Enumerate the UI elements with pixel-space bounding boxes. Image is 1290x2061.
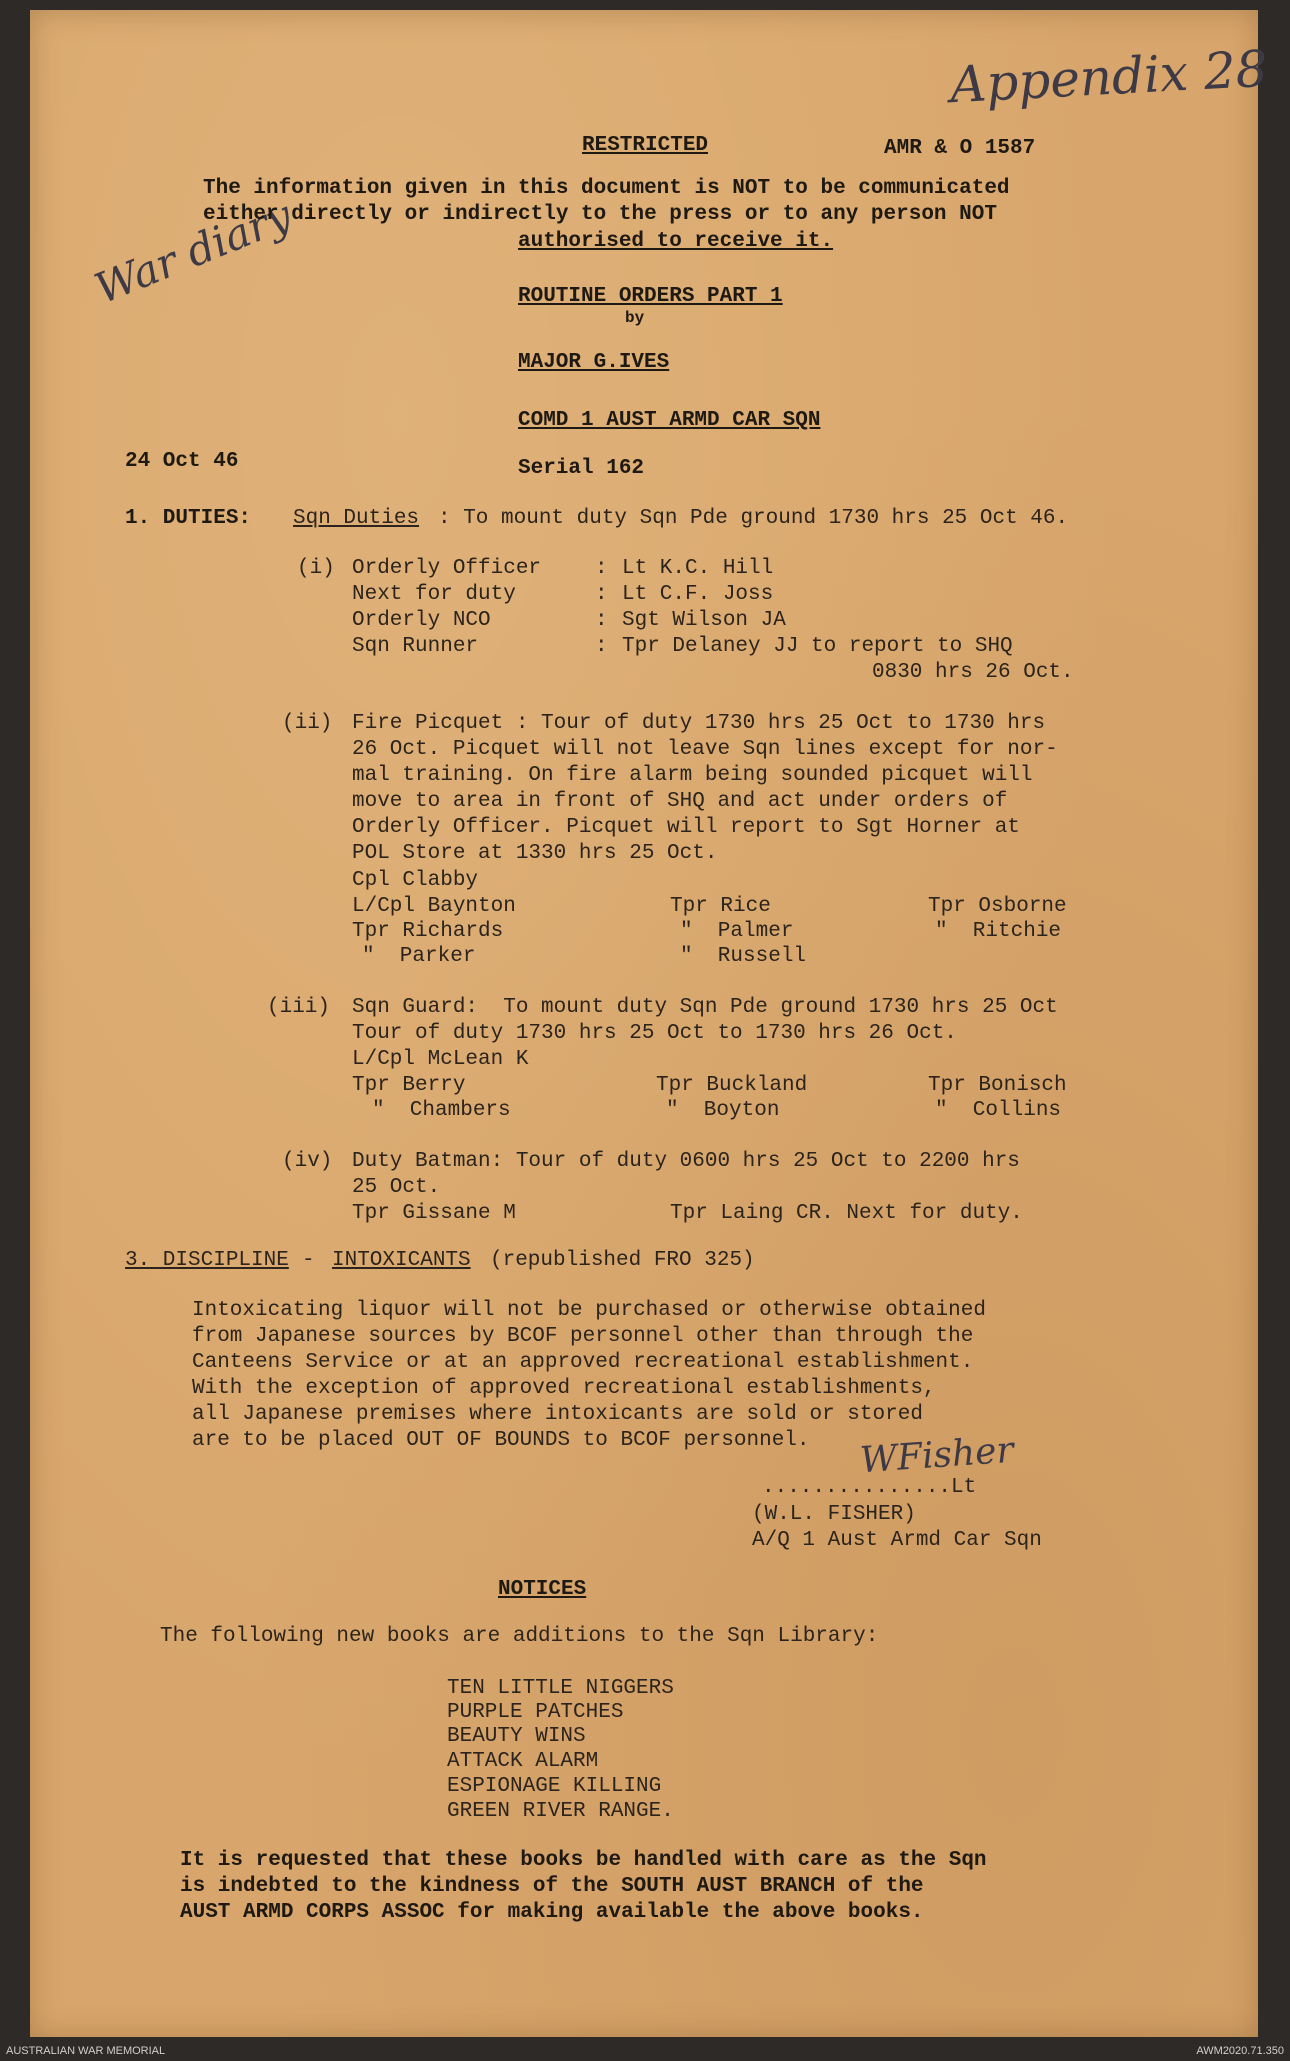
guard-member: L/Cpl McLean K bbox=[352, 1048, 529, 1071]
picquet-member: Cpl Clabby bbox=[352, 869, 479, 892]
notices-closing-line: It is requested that these books be handled with care as the Sqn bbox=[180, 1849, 987, 1872]
discipline-note: (republished FRO 325) bbox=[490, 1249, 755, 1272]
section-i-number: (i) bbox=[297, 557, 335, 580]
discipline-line: are to be placed OUT OF BOUNDS to BCOF personnel. bbox=[192, 1429, 810, 1452]
duty-colon: : bbox=[595, 609, 608, 632]
warning-line-3: authorised to receive it. bbox=[518, 230, 834, 253]
notices-closing-line: AUST ARMD CORPS ASSOC for making available the above books. bbox=[180, 1901, 924, 1924]
picquet-member: Tpr Osborne bbox=[928, 895, 1067, 918]
by-label: by bbox=[625, 309, 645, 327]
guard-member: Tpr Berry bbox=[352, 1074, 466, 1097]
batman-member: Tpr Laing CR. Next for duty. bbox=[670, 1202, 1023, 1225]
duty-name: Lt C.F. Joss bbox=[622, 583, 774, 606]
picquet-member: " Ritchie bbox=[935, 920, 1062, 943]
reference-number: AMR & O 1587 bbox=[884, 137, 1036, 160]
library-book: ATTACK ALARM bbox=[447, 1750, 599, 1773]
intoxicants-label: INTOXICANTS bbox=[332, 1249, 471, 1272]
library-book: BEAUTY WINS bbox=[447, 1725, 586, 1748]
discipline-line: from Japanese sources by BCOF personnel other than through the bbox=[192, 1325, 974, 1348]
duty-role: Orderly Officer bbox=[352, 557, 542, 580]
footer-credit: AUSTRALIAN WAR MEMORIAL bbox=[6, 2045, 166, 2057]
notices-heading: NOTICES bbox=[498, 1578, 587, 1601]
duty-colon: : bbox=[595, 635, 608, 658]
serial-number: Serial 162 bbox=[518, 457, 645, 480]
fire-picquet-line: POL Store at 1330 hrs 25 Oct. bbox=[352, 842, 718, 865]
library-book: GREEN RIVER RANGE. bbox=[447, 1800, 674, 1823]
duty-colon: : bbox=[595, 583, 608, 606]
document-page bbox=[30, 10, 1269, 2037]
discipline-line: With the exception of approved recreational establishments, bbox=[192, 1377, 936, 1400]
signature: WFisher bbox=[858, 1429, 1015, 1482]
discipline-line: Intoxicating liquor will not be purchased or otherwise obtained bbox=[192, 1299, 986, 1322]
library-book: ESPIONAGE KILLING bbox=[447, 1775, 662, 1798]
section-iii-number: (iii) bbox=[267, 996, 331, 1019]
discipline-line: Canteens Service or at an approved recreational establishment. bbox=[192, 1351, 974, 1374]
guard-member: Tpr Buckland bbox=[656, 1074, 808, 1097]
duty-name: Tpr Delaney JJ to report to SHQ bbox=[622, 635, 1013, 658]
notices-closing-line: is indebted to the kindness of the SOUTH AUST BRANCH of the bbox=[180, 1875, 924, 1898]
signatory-name: (W.L. FISHER) bbox=[752, 1503, 916, 1526]
officer-name: MAJOR G.IVES bbox=[518, 351, 670, 374]
picquet-member: Tpr Richards bbox=[352, 920, 504, 943]
batman-member: Tpr Gissane M bbox=[352, 1202, 516, 1225]
sqn-duties-label: Sqn Duties bbox=[293, 507, 420, 530]
fire-picquet-line: move to area in front of SHQ and act under orders of bbox=[352, 790, 1008, 813]
picquet-member: L/Cpl Baynton bbox=[352, 895, 516, 918]
picquet-member: " Palmer bbox=[680, 920, 794, 943]
discipline-dash: - bbox=[302, 1249, 315, 1272]
duty-role: Orderly NCO bbox=[352, 609, 491, 632]
appendix-annotation: Appendix 28 bbox=[948, 39, 1269, 115]
duty-colon: : bbox=[595, 557, 608, 580]
orders-title: ROUTINE ORDERS PART 1 bbox=[518, 285, 783, 308]
classification: RESTRICTED bbox=[582, 134, 709, 157]
warning-line-2: either directly or indirectly to the press or to any person NOT bbox=[203, 203, 997, 226]
guard-member: " Chambers bbox=[372, 1099, 511, 1122]
war-diary-annotation: War diary bbox=[88, 190, 299, 314]
duty-name: Lt K.C. Hill bbox=[622, 557, 774, 580]
guard-member: " Boyton bbox=[666, 1099, 780, 1122]
picquet-member: " Russell bbox=[680, 945, 807, 968]
duty-continuation: 0830 hrs 26 Oct. bbox=[872, 661, 1074, 684]
duty-batman-line: 25 Oct. bbox=[352, 1176, 441, 1199]
fire-picquet-line: Orderly Officer. Picquet will report to Sgt Horner at bbox=[352, 816, 1020, 839]
duty-role: Sqn Runner bbox=[352, 635, 479, 658]
order-date: 24 Oct 46 bbox=[125, 450, 239, 473]
discipline-heading: 3. DISCIPLINE bbox=[125, 1249, 289, 1272]
fire-picquet-line: mal training. On fire alarm being sounded picquet will bbox=[352, 764, 1033, 787]
duties-intro: : To mount duty Sqn Pde ground 1730 hrs 25 Oct 46. bbox=[438, 507, 1069, 530]
duty-role: Next for duty bbox=[352, 583, 516, 606]
picquet-member: " Parker bbox=[362, 945, 476, 968]
duty-name: Sgt Wilson JA bbox=[622, 609, 786, 632]
signature-line: ...............Lt bbox=[762, 1476, 977, 1499]
duty-batman-line: Duty Batman: Tour of duty 0600 hrs 25 Oct to 2200 hrs bbox=[352, 1150, 1020, 1173]
footer-accession-number: AWM2020.71.350 bbox=[1196, 2045, 1284, 2057]
guard-member: Tpr Bonisch bbox=[928, 1074, 1067, 1097]
unit-name: COMD 1 AUST ARMD CAR SQN bbox=[518, 409, 821, 432]
section-iv-number: (iv) bbox=[282, 1150, 333, 1173]
duties-heading: 1. DUTIES: bbox=[125, 507, 252, 530]
guard-member: " Collins bbox=[935, 1099, 1062, 1122]
signatory-title: A/Q 1 Aust Armd Car Sqn bbox=[752, 1529, 1042, 1552]
section-ii-number: (ii) bbox=[282, 712, 333, 735]
library-book: TEN LITTLE NIGGERS bbox=[447, 1677, 674, 1700]
library-book: PURPLE PATCHES bbox=[447, 1701, 624, 1724]
sqn-guard-line: Tour of duty 1730 hrs 25 Oct to 1730 hrs 26 Oct. bbox=[352, 1022, 957, 1045]
notices-intro: The following new books are additions to the Sqn Library: bbox=[160, 1625, 879, 1648]
fire-picquet-line: 26 Oct. Picquet will not leave Sqn lines except for nor- bbox=[352, 738, 1058, 761]
discipline-line: all Japanese premises where intoxicants are sold or stored bbox=[192, 1403, 923, 1426]
sqn-guard-line: Sqn Guard: To mount duty Sqn Pde ground 1730 hrs 25 Oct bbox=[352, 996, 1058, 1019]
fire-picquet-line: Fire Picquet : Tour of duty 1730 hrs 25 Oct to 1730 hrs bbox=[352, 712, 1046, 735]
warning-line-1: The information given in this document is NOT to be communicated bbox=[203, 177, 1010, 200]
picquet-member: Tpr Rice bbox=[670, 895, 771, 918]
